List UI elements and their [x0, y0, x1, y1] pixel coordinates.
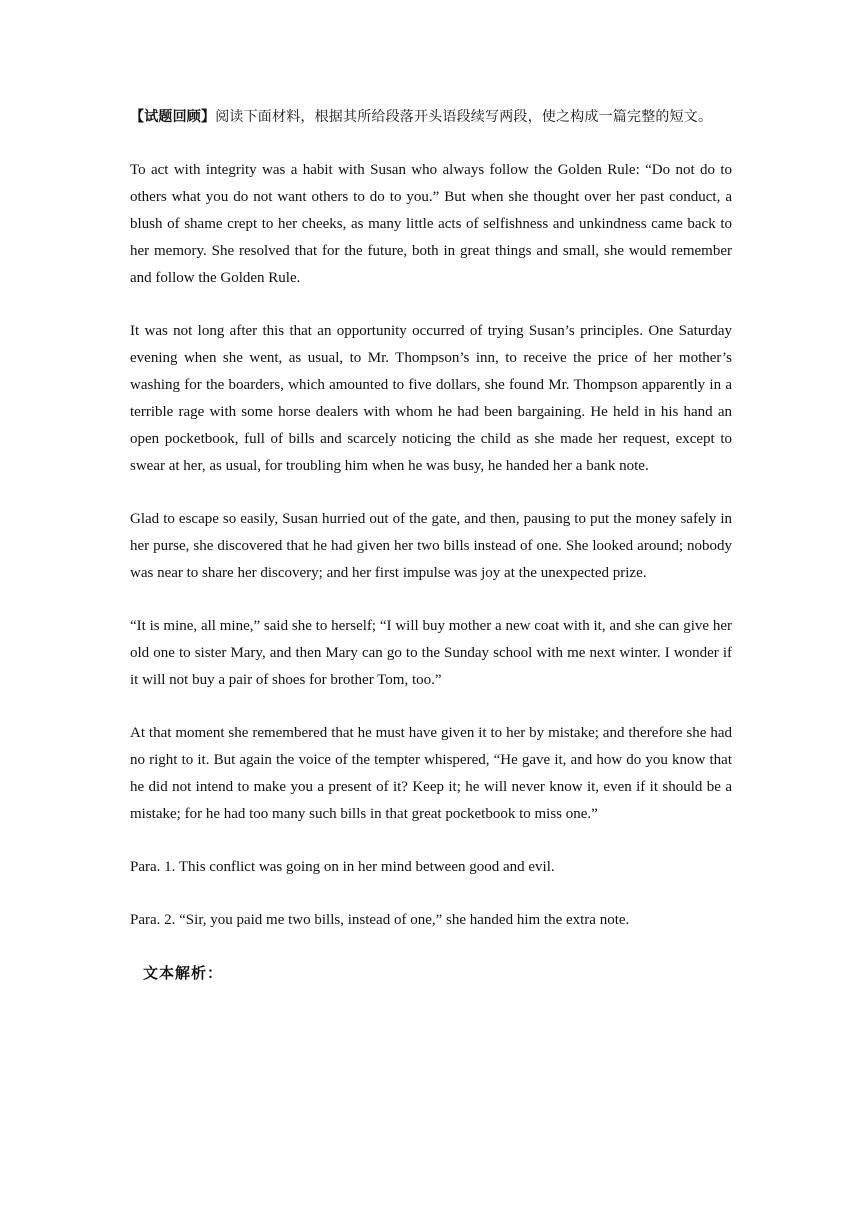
task-instructions-text: 阅读下面材料，根据其所给段落开头语段续写两段，使之构成一篇完整的短文。 — [215, 109, 713, 125]
task-instructions — [130, 104, 732, 131]
document-page — [130, 104, 732, 987]
continuation-prompt-2: Para. 2. “Sir, you paid me two bills, instead of one,” she handed him the extra note. — [130, 912, 630, 928]
story-paragraph-1: To act with integrity was a habit with Susan who always follow the Golden Rule: “Do not do to others what you do not want others to do to you.” But when she thought over her past conduct, a blush of shame crept to her cheeks, as many little acts of selfishness and unkindness came back to her memory. She resolved that for the future, both in great things and small, she would remember and follow the Golden Rule. — [130, 162, 732, 286]
story-paragraph-3: Glad to escape so easily, Susan hurried out of the gate, and then, pausing to put the money safely in her purse, she discovered that he had given her two bills instead of one. She looked around; nobody was near to share her discovery; and her first impulse was joy at the unexpected prize. — [130, 511, 732, 581]
continuation-prompt-1: Para. 1. This conflict was going on in her mind between good and evil. — [130, 859, 555, 875]
task-tag: 【试题回顾】 — [130, 109, 216, 125]
story-paragraph-4: “It is mine, all mine,” said she to herself; “I will buy mother a new coat with it, and she can give her old one to sister Mary, and then Mary can go to the Sunday school with me next winter. I wonder if it will not buy a pair of shoes for brother Tom, too.” — [130, 618, 732, 688]
analysis-heading: 文本解析： — [143, 964, 224, 982]
story-paragraph-2: It was not long after this that an opportunity occurred of trying Susan’s principles. One Saturday evening when she went, as usual, to Mr. Thompson’s inn, to receive the price of her mother’s washing for the boarders, which amounted to five dollars, she found Mr. Thompson apparently in a terrible rage with some horse dealers with whom he had been bargaining. He held in his hand an open pocketbook, full of bills and scarcely noticing the child as she made her request, except to swear at her, as usual, for troubling him when he was busy, he handed her a bank note. — [130, 323, 732, 474]
story-paragraph-5: At that moment she remembered that he must have given it to her by mistake; and therefore she had no right to it. But again the voice of the tempter whispered, “He gave it, and how do you know that he did not intend to make you a present of it? Keep it; he will never know it, even if it should be a mistake; for he had too many such bills in that great pocketbook to miss one.” — [130, 725, 732, 822]
